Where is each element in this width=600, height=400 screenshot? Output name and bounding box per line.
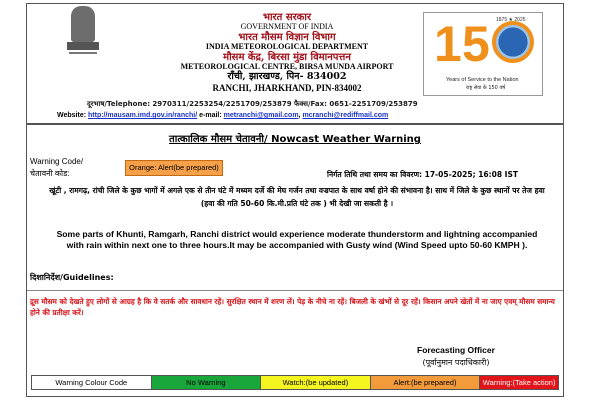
warning-code-label-hi: चेतावनी कोड: bbox=[30, 168, 70, 178]
email-link-1[interactable]: metranchi@gmail.com bbox=[223, 112, 299, 119]
warning-code-label-en: Warning Code/ bbox=[30, 157, 84, 166]
logo-digit-one: 1 bbox=[434, 16, 462, 72]
contact-web: Website: http://mausam.imd.gov.in/ranchi/ e-mail: metranchi@gmail.com, mcranchi@rediffmail.com bbox=[57, 112, 389, 119]
legend-cell: Alert:(be prepared) bbox=[371, 376, 481, 389]
alert-level-badge: Orange: Alert(be prepared) bbox=[125, 160, 223, 176]
globe-icon bbox=[492, 21, 534, 63]
warning-title: तात्कालिक मौसम चेतावनी/ Nowcast Weather Warning bbox=[169, 134, 421, 145]
hindi-warning-text: खूंटी , रामगढ़, रांची जिले के कुछ भागों में अगले एक से तीन घंटे में मध्यम दर्जे की मेघ गर्जन तथा वज्रपात के साथ वर्षा होने की संभावना है। साथ में जिले के कुछ स्थानों पर तेज हवा (हवा की गति 50-60 कि.मी.प्रति घंटे तक ) भी देखी जा सकती है । bbox=[49, 186, 545, 208]
english-warning-text: Some parts of Khunti, Ramgarh, Ranchi district would experience moderate thunderstorm and lightning accompanied with rain within next one to three hours.It may be accompanied with Gusty wind (Wind Speed upto 50-60 KMPH ). bbox=[56, 229, 538, 250]
hindi-government: भारत सरकार bbox=[262, 12, 312, 23]
email-label: e-mail: bbox=[199, 112, 222, 119]
hindi-department: भारत मौसम विज्ञान विभाग bbox=[238, 32, 336, 44]
english-department: INDIA METEOROLOGICAL DEPARTMENT bbox=[205, 42, 369, 52]
legend-cell: Warning Colour Code bbox=[32, 376, 152, 389]
national-emblem-icon bbox=[67, 6, 99, 64]
legend-cell: Watch:(be updated) bbox=[261, 376, 371, 389]
warning-code-label bbox=[30, 156, 83, 179]
legend-cell: Warning:(Take action) bbox=[480, 376, 558, 389]
issued-datetime: निर्गत तिथि तथा समय का विवरण: 17-05-2025; 16:08 IST bbox=[327, 170, 518, 179]
hindi-centre: मौसम केंद्र, बिरसा मुंडा विमानपत्तन bbox=[223, 52, 351, 64]
hindi-city: राँची, झारखण्ड, पिन- 834002 bbox=[227, 71, 347, 83]
officer-title: Forecasting Officer bbox=[417, 345, 495, 355]
imd-150-years-logo bbox=[423, 12, 543, 96]
email-link-2[interactable]: mcranchi@rediffmail.com bbox=[302, 112, 389, 119]
signature-block bbox=[417, 344, 495, 369]
warning-document bbox=[26, 3, 564, 397]
guidelines-heading: दिशानिर्देश/Guidelines: bbox=[30, 273, 114, 282]
website-label: Website: bbox=[57, 112, 87, 119]
logo-tagline-hindi: राष्ट्र सेवा के 150 वर्ष bbox=[466, 85, 506, 91]
guidelines-divider bbox=[27, 290, 563, 291]
contact-phone: दूरभाष/Telephone: 2970311/2253254/2251709/253879 फैक्स/Fax: 0651-2251709/253879 bbox=[87, 100, 418, 108]
logo-digit-five: 5 bbox=[462, 16, 490, 72]
logo-tagline: Years of Service to the Nation bbox=[446, 77, 519, 83]
letterhead-text bbox=[117, 12, 457, 93]
logo-years: 1875 ★ 2025 bbox=[496, 17, 526, 23]
english-government: GOVERNMENT OF INDIA bbox=[240, 22, 334, 32]
letterhead bbox=[27, 4, 563, 122]
header-divider bbox=[27, 123, 563, 125]
officer-title-hindi: (पूर्वानुमान पदाधिकारी) bbox=[422, 357, 490, 367]
english-centre: METEOROLOGICAL CENTRE, BIRSA MUNDA AIRPORT bbox=[180, 62, 394, 72]
website-link[interactable]: http://mausam.imd.gov.in/ranchi/ bbox=[88, 112, 198, 119]
guidelines-text: द्रूस मौसम को देखते हुए लोगों से आग्रह है कि वे सतर्क और सावधान रहें। सुरक्षित स्थान में शरण लें। पेड़ के नीचे ना रहें। बिजली के खंभों से दूर रहें। किसान अपने खेतों में ना जाए एवम् मौसम समान्य होने की प्रतीक्षा करें। bbox=[30, 297, 555, 318]
english-city: RANCHI, JHARKHAND, PIN-834002 bbox=[212, 83, 362, 94]
colour-code-legend bbox=[31, 375, 559, 390]
legend-cell: No Warning bbox=[152, 376, 262, 389]
